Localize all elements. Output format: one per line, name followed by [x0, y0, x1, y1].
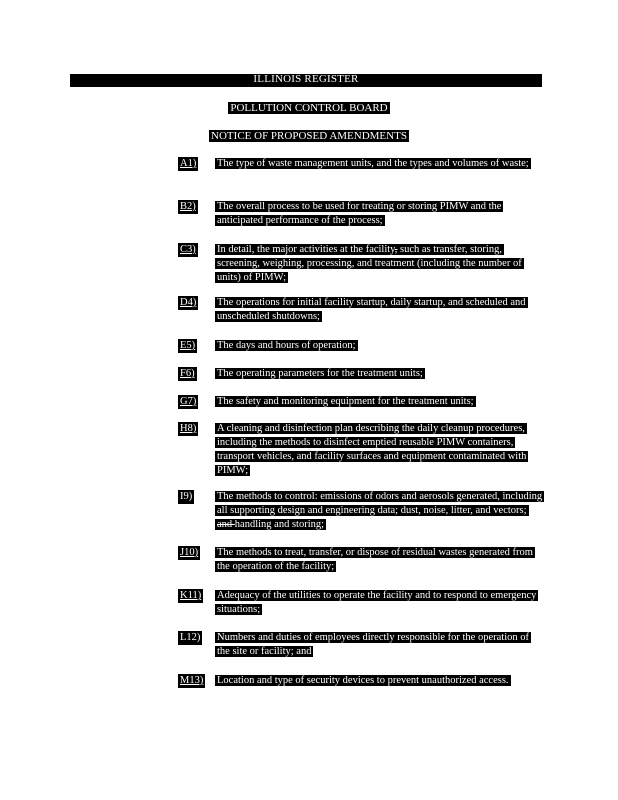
item-marker: E5)	[180, 340, 196, 351]
item-text: Location and type of security devices to prevent unauthorized access.	[217, 675, 509, 686]
list-item	[178, 339, 543, 353]
item-text: A cleaning and disinfection plan describing the daily cleanup procedures, including the methods to disinfect emptied reusable PIMW containers, transport vehicles, and facility surfaces and equipment contaminated with PIMW;	[217, 423, 527, 476]
notice-title: NOTICE OF PROPOSED AMENDMENTS	[211, 130, 407, 142]
item-marker: A1)	[180, 158, 197, 169]
list-item	[178, 589, 543, 617]
struck-text: and	[217, 519, 235, 530]
item-marker: F6)	[180, 368, 195, 379]
item-text: Adequacy of the utilities to operate the facility and to respond to emergency situations;	[217, 590, 537, 615]
list-item	[178, 296, 543, 324]
item-marker: C3)	[180, 244, 196, 255]
register-title: ILLINOIS REGISTER	[253, 73, 359, 85]
item-text: The methods to treat, transfer, or dispose of residual wastes generated from the operation of the facility;	[217, 547, 533, 572]
board-name: POLLUTION CONTROL BOARD	[230, 102, 388, 114]
list-item	[178, 157, 543, 171]
item-text: In detail, the major activities at the facility, such as transfer, storing, screening, weighing, processing, and treatment (including the number of units) of PIMW;	[217, 244, 522, 283]
list-item	[178, 631, 543, 659]
item-text: The operations for initial facility startup, daily startup, and scheduled and unscheduled shutdowns;	[217, 297, 526, 322]
header-rule	[70, 86, 542, 87]
struck-text: ,	[394, 244, 398, 255]
list-item	[178, 546, 543, 574]
list-item	[178, 395, 543, 409]
item-text: The safety and monitoring equipment for the treatment units;	[217, 396, 474, 407]
list-item	[178, 200, 543, 228]
item-marker: K11)	[180, 590, 202, 601]
item-text: Numbers and duties of employees directly responsible for the operation of the site or facility; and	[217, 632, 529, 657]
item-marker: I9)	[180, 491, 193, 502]
list-item	[178, 422, 543, 478]
item-text: The operating parameters for the treatment units;	[217, 368, 423, 379]
list-item	[178, 674, 543, 688]
item-marker: D4)	[180, 297, 197, 308]
item-text: The methods to control: emissions of odors and aerosols generated, including all supporting design and engineering data; dust, noise, litter, and vectors; and handling and storing;	[217, 491, 543, 530]
item-marker: H8)	[180, 423, 197, 434]
item-marker: G7)	[180, 396, 197, 407]
list-item	[178, 367, 543, 381]
item-text: The type of waste management units, and the types and volumes of waste;	[217, 158, 529, 169]
item-text: The overall process to be used for treating or storing PIMW and the anticipated performance of the process;	[217, 201, 502, 226]
item-marker: B2)	[180, 201, 196, 212]
item-marker: M13)	[180, 675, 204, 686]
list-item	[178, 243, 543, 285]
item-marker: L12)	[180, 632, 201, 643]
list-item	[178, 490, 543, 532]
item-text: The days and hours of operation;	[217, 340, 356, 351]
item-marker: J10)	[180, 547, 199, 558]
